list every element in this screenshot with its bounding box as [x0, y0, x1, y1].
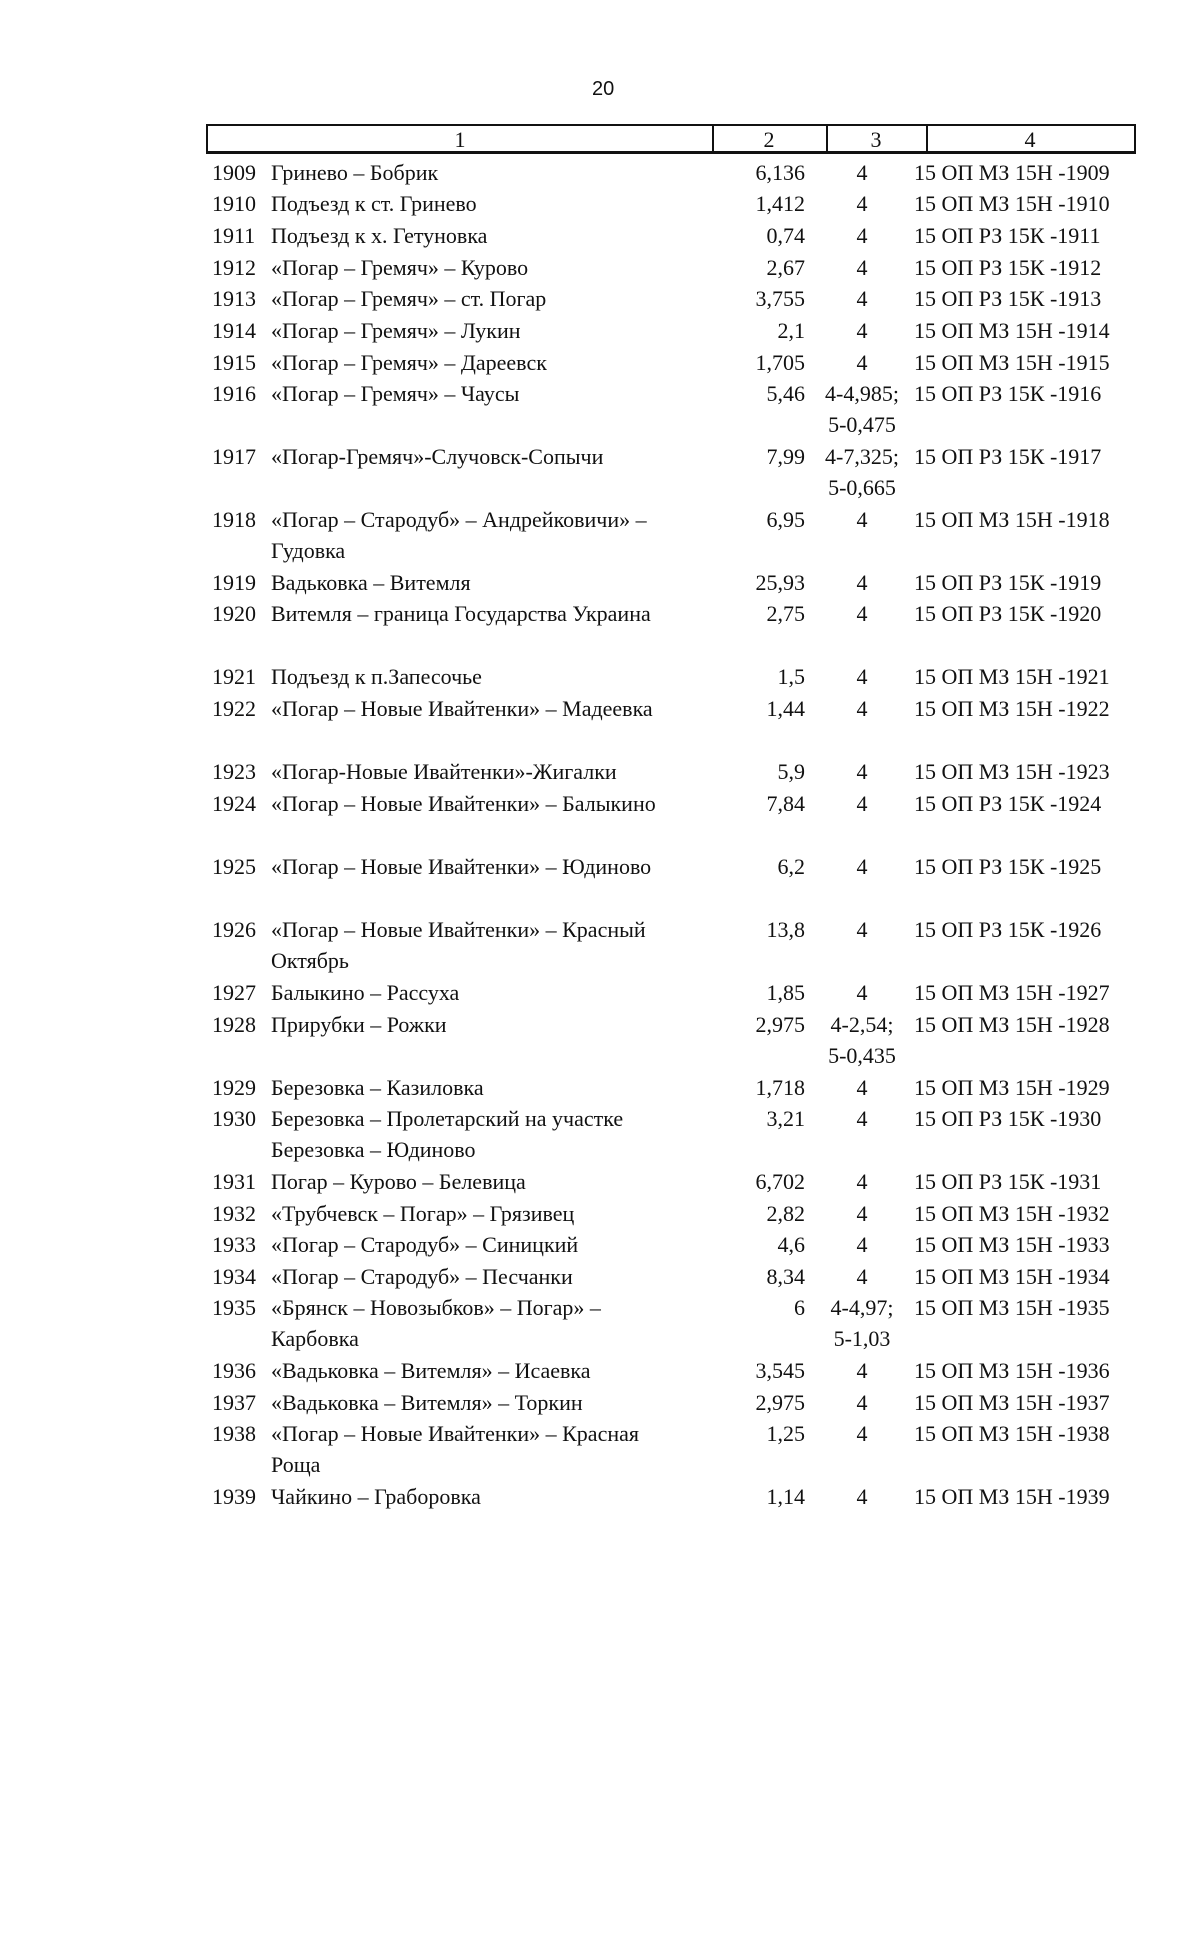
road-category: 4: [856, 223, 868, 248]
column-header-3: 3: [870, 127, 882, 152]
road-category: 4: [856, 854, 868, 879]
road-length: 7,99: [766, 444, 805, 469]
row-number: 1920: [212, 601, 256, 626]
road-name: «Погар – Гремяч» – Курово: [271, 255, 529, 280]
row-number: 1926: [212, 917, 256, 942]
road-length: 1,705: [755, 350, 805, 375]
road-category: 4: [856, 1169, 868, 1194]
road-category: 4: [856, 791, 868, 816]
road-length: 4,6: [777, 1232, 805, 1257]
row-number: 1924: [212, 791, 256, 816]
road-length: 2,67: [766, 255, 805, 280]
road-code: 15 ОП МЗ 15Н -1933: [914, 1232, 1110, 1257]
road-length: 7,84: [766, 791, 805, 816]
road-category: 4: [856, 286, 868, 311]
road-name: Прирубки – Рожки: [271, 1012, 447, 1037]
road-category: 4: [856, 255, 868, 280]
column-header-2: 2: [763, 127, 775, 152]
road-code: 15 ОП РЗ 15К -1917: [914, 444, 1102, 469]
road-name: Гринево – Бобрик: [271, 160, 439, 185]
road-length: 1,44: [766, 696, 805, 721]
road-length: 6,702: [755, 1169, 805, 1194]
row-number: 1927: [212, 980, 256, 1005]
road-name: «Брянск – Новозыбков» – Погар» – Карбовка: [271, 1295, 601, 1351]
road-length: 1,14: [766, 1484, 805, 1509]
road-length: 1,5: [777, 664, 805, 689]
table-header: [206, 124, 1136, 154]
road-length: 2,82: [766, 1201, 805, 1226]
road-name: «Погар-Новые Ивайтенки»-Жигалки: [271, 759, 617, 784]
road-name: «Погар – Новые Ивайтенки» – Балыкино: [271, 791, 656, 816]
row-number: 1922: [212, 696, 256, 721]
road-code: 15 ОП МЗ 15Н -1909: [914, 160, 1110, 185]
row-number: 1934: [212, 1264, 256, 1289]
road-length: 1,718: [755, 1075, 805, 1100]
road-category: 4: [856, 160, 868, 185]
row-number: 1909: [212, 160, 256, 185]
road-code: 15 ОП МЗ 15Н -1914: [914, 318, 1110, 343]
road-name: «Погар – Стародуб» – Песчанки: [271, 1264, 573, 1289]
road-length: 2,975: [755, 1390, 805, 1415]
road-length: 6,95: [766, 507, 805, 532]
road-name: Балыкино – Рассуха: [271, 980, 460, 1005]
road-code: 15 ОП МЗ 15Н -1935: [914, 1295, 1110, 1320]
road-name: «Погар – Новые Ивайтенки» – Юдиново: [271, 854, 652, 879]
row-number: 1929: [212, 1075, 256, 1100]
road-code: 15 ОП РЗ 15К -1920: [914, 601, 1102, 626]
road-category: 4-4,97; 5-1,03: [830, 1295, 894, 1351]
road-category: 4-2,54; 5-0,435: [828, 1012, 896, 1068]
road-name: Вадьковка – Витемля: [271, 570, 471, 595]
road-category: 4: [856, 1201, 868, 1226]
column-header-1: 1: [454, 127, 466, 152]
road-category: 4: [856, 318, 868, 343]
road-length: 6,2: [777, 854, 805, 879]
road-length: 2,75: [766, 601, 805, 626]
road-length: 1,25: [766, 1421, 805, 1446]
row-number: 1925: [212, 854, 256, 879]
column-header-4: 4: [1024, 127, 1036, 152]
road-category: 4: [856, 917, 868, 942]
row-number: 1918: [212, 507, 256, 532]
row-number: 1935: [212, 1295, 256, 1320]
row-number: 1938: [212, 1421, 256, 1446]
row-number: 1937: [212, 1390, 256, 1415]
road-code: 15 ОП МЗ 15Н -1921: [914, 664, 1110, 689]
row-number: 1931: [212, 1169, 256, 1194]
road-name: «Погар – Новые Ивайтенки» – Мадеевка: [271, 696, 653, 721]
road-code: 15 ОП РЗ 15К -1930: [914, 1106, 1102, 1131]
row-number: 1911: [212, 223, 256, 248]
road-name: «Погар – Стародуб» – Андрейковичи» – Гудовка: [271, 507, 647, 563]
road-category: 4: [856, 507, 868, 532]
road-name: «Погар – Гремяч» – Дареевск: [271, 350, 547, 375]
road-code: 15 ОП РЗ 15К -1916: [914, 381, 1102, 406]
road-code: 15 ОП МЗ 15Н -1928: [914, 1012, 1110, 1037]
row-number: 1916: [212, 381, 256, 406]
page-number: 20: [592, 78, 615, 100]
road-length: 25,93: [755, 570, 805, 595]
road-length: 6: [794, 1295, 805, 1320]
road-length: 1,412: [755, 191, 805, 216]
road-category: 4: [856, 1421, 868, 1446]
road-category: 4: [856, 1232, 868, 1257]
road-name: Подъезд к х. Гетуновка: [271, 223, 488, 248]
road-code: 15 ОП РЗ 15К -1919: [914, 570, 1102, 595]
road-code: 15 ОП МЗ 15Н -1910: [914, 191, 1110, 216]
road-category: 4: [856, 980, 868, 1005]
row-number: 1913: [212, 286, 256, 311]
road-length: 2,975: [755, 1012, 805, 1037]
road-category: 4-7,325; 5-0,665: [825, 444, 899, 500]
row-number: 1910: [212, 191, 256, 216]
road-name: Подъезд к п.Запесочье: [271, 664, 482, 689]
road-category: 4: [856, 1264, 868, 1289]
road-name: Подъезд к ст. Гринево: [271, 191, 477, 216]
road-name: Витемля – граница Государства Украина: [271, 601, 651, 626]
road-code: 15 ОП МЗ 15Н -1939: [914, 1484, 1110, 1509]
road-name: «Погар – Новые Ивайтенки» – Красный Октябрь: [271, 917, 646, 973]
road-length: 2,1: [777, 318, 805, 343]
road-code: 15 ОП МЗ 15Н -1915: [914, 350, 1110, 375]
road-code: 15 ОП РЗ 15К -1926: [914, 917, 1102, 942]
road-code: 15 ОП МЗ 15Н -1929: [914, 1075, 1110, 1100]
road-category: 4: [856, 1484, 868, 1509]
road-category: 4: [856, 1390, 868, 1415]
road-code: 15 ОП МЗ 15Н -1927: [914, 980, 1110, 1005]
row-number: 1923: [212, 759, 256, 784]
road-length: 13,8: [766, 917, 805, 942]
road-code: 15 ОП МЗ 15Н -1922: [914, 696, 1110, 721]
road-name: «Погар – Гремяч» – Чаусы: [271, 381, 520, 406]
road-name: Погар – Курово – Белевица: [271, 1169, 526, 1194]
road-code: 15 ОП МЗ 15Н -1938: [914, 1421, 1110, 1446]
road-category: 4: [856, 1075, 868, 1100]
road-category: 4-4,985; 5-0,475: [825, 381, 899, 437]
road-code: 15 ОП МЗ 15Н -1934: [914, 1264, 1110, 1289]
road-name: «Трубчевск – Погар» – Грязивец: [271, 1201, 575, 1226]
road-category: 4: [856, 664, 868, 689]
road-code: 15 ОП РЗ 15К -1924: [914, 791, 1102, 816]
road-category: 4: [856, 759, 868, 784]
road-name: «Вадьковка – Витемля» – Исаевка: [271, 1358, 591, 1383]
row-number: 1914: [212, 318, 256, 343]
road-name: «Погар – Новые Ивайтенки» – Красная Роща: [271, 1421, 639, 1477]
road-code: 15 ОП РЗ 15К -1931: [914, 1169, 1102, 1194]
road-name: Чайкино – Граборовка: [271, 1484, 481, 1509]
row-number: 1921: [212, 664, 256, 689]
road-code: 15 ОП РЗ 15К -1912: [914, 255, 1102, 280]
road-length: 1,85: [766, 980, 805, 1005]
road-code: 15 ОП РЗ 15К -1911: [914, 223, 1101, 248]
road-name: «Погар – Гремяч» – Лукин: [271, 318, 521, 343]
road-length: 0,74: [766, 223, 805, 248]
row-number: 1919: [212, 570, 256, 595]
row-number: 1928: [212, 1012, 256, 1037]
road-name: «Погар-Гремяч»-Случовск-Сопычи: [271, 444, 604, 469]
road-category: 4: [856, 696, 868, 721]
road-code: 15 ОП МЗ 15Н -1918: [914, 507, 1110, 532]
road-name: Березовка – Казиловка: [271, 1075, 484, 1100]
road-name: «Погар – Гремяч» – ст. Погар: [271, 286, 547, 311]
row-number: 1932: [212, 1201, 256, 1226]
road-category: 4: [856, 191, 868, 216]
road-code: 15 ОП МЗ 15Н -1923: [914, 759, 1110, 784]
road-length: 5,9: [777, 759, 805, 784]
road-code: 15 ОП МЗ 15Н -1936: [914, 1358, 1110, 1383]
row-number: 1912: [212, 255, 256, 280]
road-category: 4: [856, 601, 868, 626]
road-length: 3,755: [755, 286, 805, 311]
road-code: 15 ОП МЗ 15Н -1932: [914, 1201, 1110, 1226]
road-category: 4: [856, 570, 868, 595]
row-number: 1939: [212, 1484, 256, 1509]
row-number: 1933: [212, 1232, 256, 1257]
road-code: 15 ОП РЗ 15К -1913: [914, 286, 1102, 311]
row-number: 1917: [212, 444, 256, 469]
row-number: 1936: [212, 1358, 256, 1383]
road-category: 4: [856, 350, 868, 375]
road-code: 15 ОП МЗ 15Н -1937: [914, 1390, 1110, 1415]
road-category: 4: [856, 1358, 868, 1383]
road-name: «Вадьковка – Витемля» – Торкин: [271, 1390, 583, 1415]
road-length: 3,21: [766, 1106, 805, 1131]
row-number: 1915: [212, 350, 256, 375]
road-code: 15 ОП РЗ 15К -1925: [914, 854, 1102, 879]
row-number: 1930: [212, 1106, 256, 1131]
road-name: Березовка – Пролетарский на участке Березовка – Юдиново: [271, 1106, 624, 1162]
road-category: 4: [856, 1106, 868, 1131]
road-length: 8,34: [766, 1264, 805, 1289]
road-length: 3,545: [755, 1358, 805, 1383]
road-name: «Погар – Стародуб» – Синицкий: [271, 1232, 579, 1257]
road-length: 5,46: [766, 381, 805, 406]
road-length: 6,136: [755, 160, 805, 185]
